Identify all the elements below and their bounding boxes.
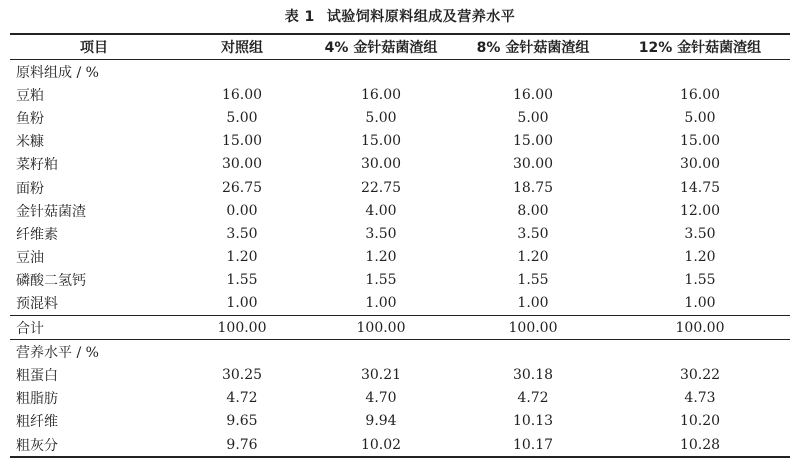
table-cell: 1.00 — [517, 295, 549, 312]
table-title: 试验饲料原料组成及营养水平 — [326, 9, 516, 25]
table-row — [10, 199, 790, 222]
column-header: 4% 金针菇菌渣组 — [306, 34, 456, 60]
table-cell: 1.55 — [517, 272, 549, 289]
table-cell: 15.00 — [360, 133, 402, 150]
total-row — [10, 316, 790, 340]
column-header: 12% 金针菇菌渣组 — [610, 34, 790, 60]
table-row — [10, 222, 790, 245]
table-cell: 10.28 — [610, 433, 790, 457]
table-cell: 1.55 — [684, 272, 716, 289]
table-row — [10, 83, 790, 106]
row-label: 金针菇菌渣 — [16, 203, 86, 220]
table-cell: 26.75 — [221, 179, 263, 196]
table-cell: 1.20 — [684, 249, 716, 266]
table-row — [10, 130, 790, 153]
table-cell: 3.50 — [517, 225, 549, 242]
table-cell: 16.00 — [679, 86, 721, 103]
data-table — [10, 33, 790, 458]
table-cell: 4.72 — [517, 390, 549, 407]
row-label: 菜籽粕 — [16, 157, 58, 174]
row-label: 粗灰分 — [10, 433, 178, 457]
table-cell: 100.00 — [610, 316, 790, 340]
table-cell: 8.00 — [517, 202, 549, 219]
table-cell: 3.50 — [684, 225, 716, 242]
table-row — [10, 269, 790, 292]
table-cell: 15.00 — [221, 133, 263, 150]
table-cell: 1.20 — [517, 249, 549, 266]
row-label: 粗纤维 — [16, 414, 58, 431]
table-cell: 9.76 — [178, 433, 306, 457]
table-cell: 1.00 — [365, 295, 397, 312]
table-cell: 100.00 — [306, 316, 456, 340]
table-cell: 30.25 — [221, 367, 263, 384]
table-caption — [0, 6, 800, 26]
column-header: 8% 金针菇菌渣组 — [456, 34, 610, 60]
section-label: 原料组成 / % — [16, 64, 99, 81]
table-cell: 4.00 — [365, 202, 397, 219]
table-cell: 30.00 — [221, 156, 263, 173]
table-cell: 10.13 — [512, 413, 554, 430]
column-header: 项目 — [10, 34, 178, 60]
table-cell: 18.75 — [512, 179, 554, 196]
table-cell: 1.55 — [365, 272, 397, 289]
table-cell: 1.00 — [226, 295, 258, 312]
table-cell: 30.21 — [360, 367, 402, 384]
row-label: 粗脂肪 — [16, 391, 58, 408]
table-cell: 4.73 — [684, 390, 716, 407]
table-row — [10, 246, 790, 269]
table-cell: 5.00 — [684, 109, 716, 126]
table-cell: 30.00 — [679, 156, 721, 173]
table-row — [10, 363, 790, 386]
table-cell: 30.18 — [512, 367, 554, 384]
table-row — [10, 433, 790, 457]
row-label: 豆油 — [16, 250, 44, 267]
table-cell: 1.55 — [226, 272, 258, 289]
section-row — [10, 340, 790, 364]
table-cell: 22.75 — [360, 179, 402, 196]
table-cell: 100.00 — [178, 316, 306, 340]
table-cell: 0.00 — [226, 202, 258, 219]
table-cell: 10.20 — [679, 413, 721, 430]
row-label: 合计 — [10, 316, 178, 340]
table-cell: 16.00 — [512, 86, 554, 103]
table-cell: 5.00 — [226, 109, 258, 126]
table-row — [10, 410, 790, 433]
table-cell: 1.00 — [684, 295, 716, 312]
row-label: 粗蛋白 — [16, 368, 58, 385]
table-cell: 4.72 — [226, 390, 258, 407]
row-label: 米糠 — [16, 134, 44, 151]
table-cell: 12.00 — [679, 202, 721, 219]
row-label: 磷酸二氢钙 — [16, 273, 86, 290]
table-cell: 3.50 — [226, 225, 258, 242]
table-cell: 5.00 — [365, 109, 397, 126]
row-label: 预混料 — [16, 296, 58, 313]
table-number: 表 1 — [284, 9, 315, 25]
table-row — [10, 176, 790, 199]
table-row — [10, 292, 790, 316]
section-row — [10, 60, 790, 84]
table-cell: 15.00 — [512, 133, 554, 150]
table-row — [10, 153, 790, 176]
table-cell: 16.00 — [221, 86, 263, 103]
table-cell: 15.00 — [679, 133, 721, 150]
table-cell: 10.17 — [456, 433, 610, 457]
table-cell: 100.00 — [456, 316, 610, 340]
table-cell: 14.75 — [679, 179, 721, 196]
header-row — [10, 34, 790, 60]
table-cell: 4.70 — [365, 390, 397, 407]
section-label: 营养水平 / % — [16, 344, 99, 361]
table-cell: 3.50 — [365, 225, 397, 242]
table-cell: 10.02 — [306, 433, 456, 457]
row-label: 豆粕 — [16, 87, 44, 104]
column-header: 对照组 — [178, 34, 306, 60]
table-cell: 16.00 — [360, 86, 402, 103]
table-cell: 30.22 — [679, 367, 721, 384]
table-cell: 5.00 — [517, 109, 549, 126]
table-cell: 9.94 — [365, 413, 397, 430]
table-cell: 30.00 — [512, 156, 554, 173]
row-label: 鱼粉 — [16, 110, 44, 127]
table-cell: 1.20 — [226, 249, 258, 266]
table-cell: 30.00 — [360, 156, 402, 173]
row-label: 纤维素 — [16, 226, 58, 243]
table-row — [10, 387, 790, 410]
table-cell: 9.65 — [226, 413, 258, 430]
table-cell: 1.20 — [365, 249, 397, 266]
row-label: 面粉 — [16, 180, 44, 197]
table-row — [10, 106, 790, 129]
